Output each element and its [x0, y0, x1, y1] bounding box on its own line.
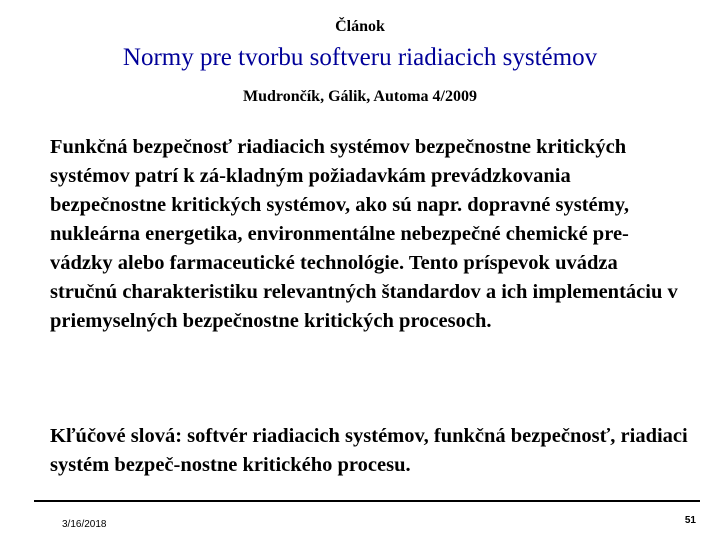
article-authors: Mudrončík, Gálik, Automa 4/2009	[243, 88, 477, 105]
slide-kicker: Článok	[335, 18, 385, 35]
article-keywords: Kľúčové slová: softvér riadiacich systémov, funkčná bezpečnosť, riadiaci systém bezpeč-nostne kritického procesu.	[50, 425, 688, 476]
page-number: 51	[684, 515, 696, 526]
slide-title: Normy pre tvorbu softveru riadiacich systémov	[122, 44, 598, 71]
article-abstract: Funkčná bezpečnosť riadiacich systémov bezpečnostne kritických systémov patrí k zá-kladným požiadavkám prevádzkovania bezpečnostne kritických systémov, ako sú napr. dopravné systémy, nukleárna energetika, environmentálne nebezpečné chemické pre-vádzky alebo farmaceutické technológie. Tento príspevok uvádza stručnú charakteristiku relevantných štandardov a ich implementáciu v priemyselných bezpečnostne kritických procesoch.	[50, 136, 678, 332]
footer-divider	[34, 500, 700, 502]
footer-date: 3/16/2018	[62, 519, 107, 530]
